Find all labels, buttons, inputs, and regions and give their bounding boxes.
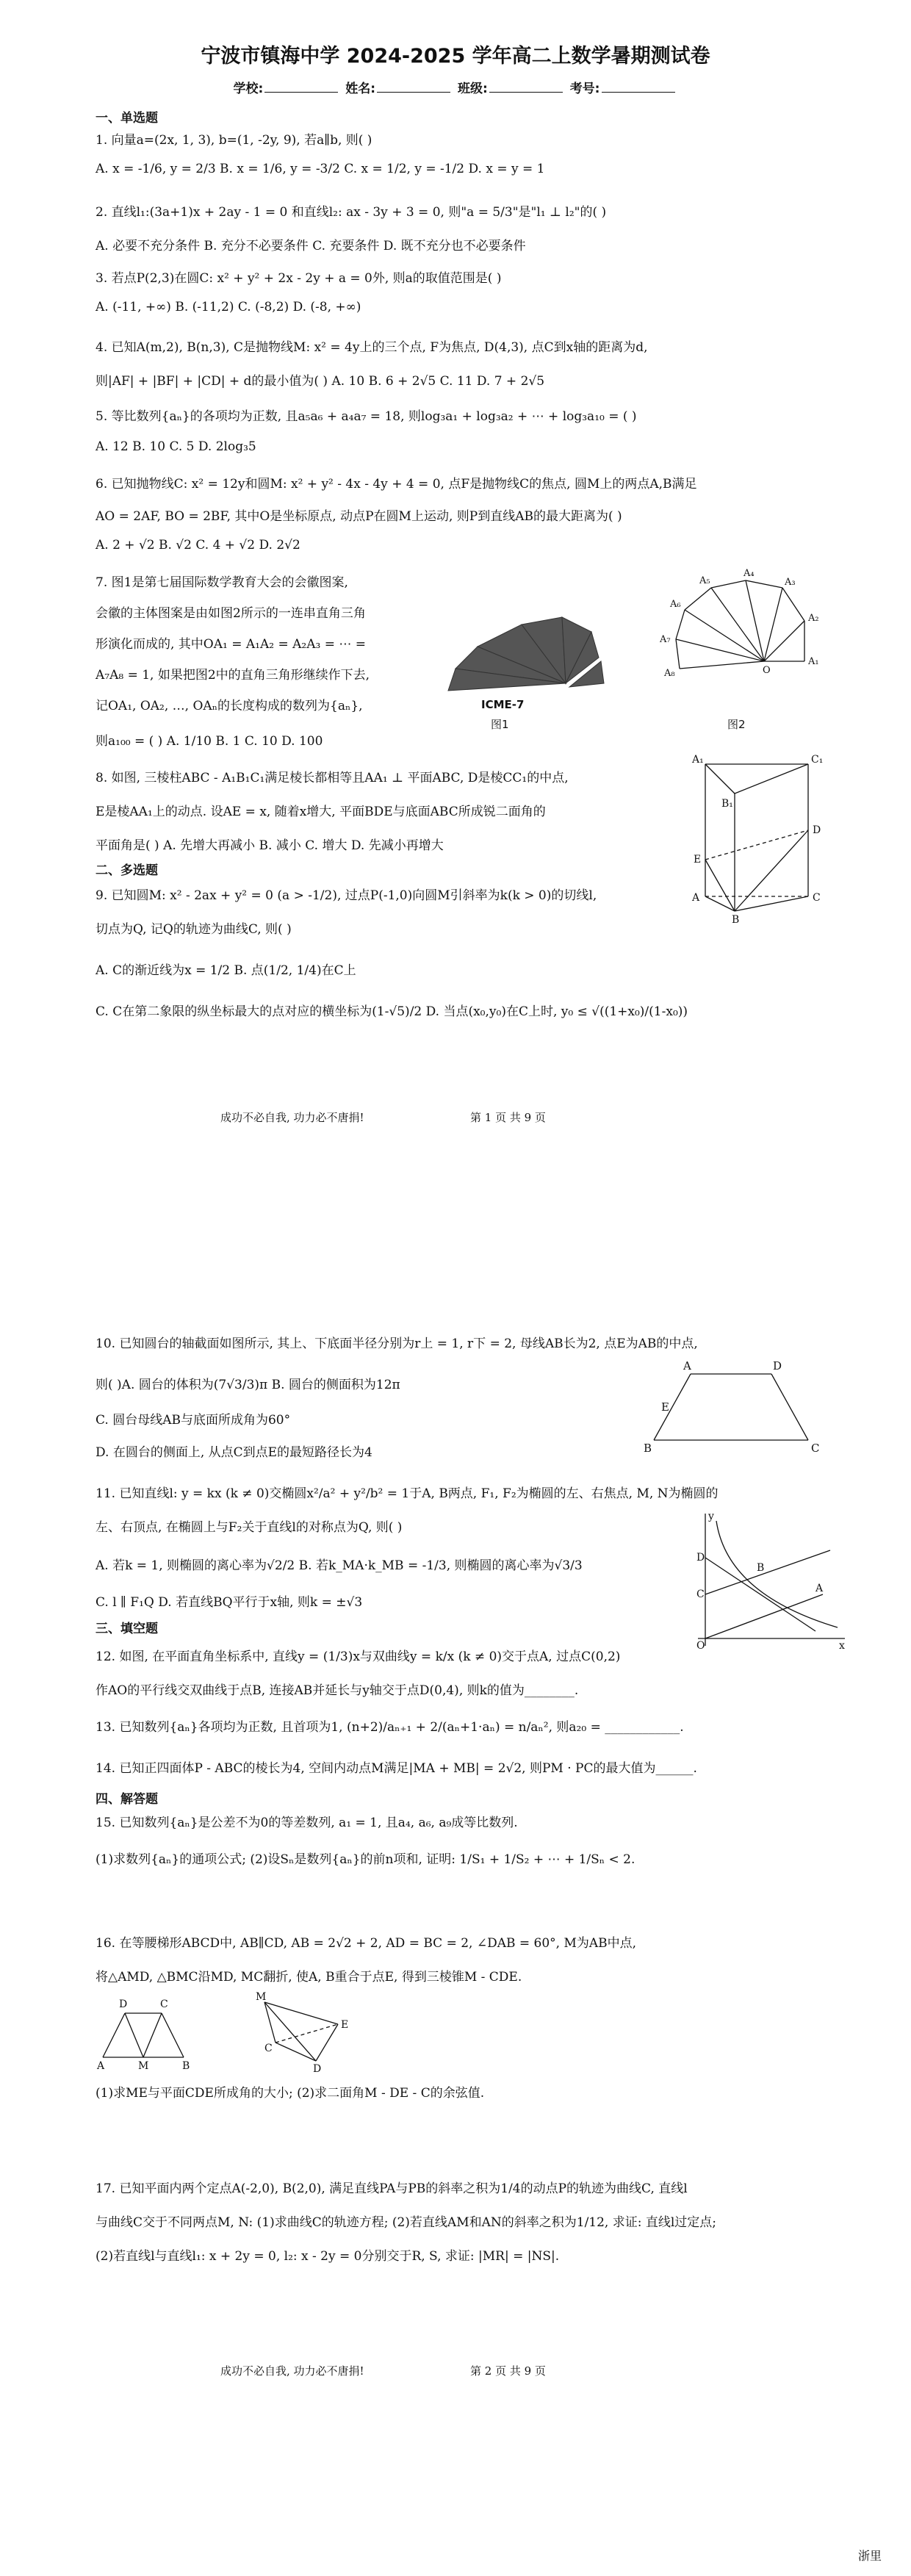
question-line: 5. 等比数列{aₙ}的各项均为正数, 且a₅a₆ + a₄a₇ = 18, 则log₃a₁ + log₃a₂ + ⋯ + log₃a₁₀ = ( ) — [96, 409, 637, 424]
svg-text:A: A — [683, 1359, 691, 1372]
question-line: C. l ∥ F₁Q D. 若直线BQ平行于x轴, 则k = ±√3 — [96, 1595, 363, 1610]
question-line: 16. 在等腰梯形ABCD中, AB∥CD, AB = 2√2 + 2, AD = BC = 2, ∠DAB = 60°, M为AB中点, — [96, 1936, 637, 1951]
question-line: 切点为Q, 记Q的轨迹为曲线C, 则( ) — [96, 922, 292, 937]
exam-page-2 — [0, 1293, 911, 2439]
svg-text:B: B — [732, 914, 740, 926]
svg-text:E: E — [694, 854, 702, 866]
question-line: E是棱AA₁上的动点. 设AE = x, 随着x增大, 平面BDE与底面ABC所成锐二面角的 — [96, 805, 546, 819]
question-line: 14. 已知正四面体P - ABC的棱长为4, 空间内动点M满足|MA + MB| = 2√2, 则PM · PC的最大值为______. — [96, 1761, 697, 1776]
question-line: A. 必要不充分条件 B. 充分不必要条件 C. 充要条件 D. 既不充分也不必要条件 — [96, 239, 526, 253]
svg-text:E: E — [341, 2019, 349, 2031]
svg-text:D: D — [119, 1998, 128, 2010]
footer-page-number: 第 1 页 共 9 页 — [470, 1111, 546, 1124]
svg-text:M: M — [138, 2060, 149, 2072]
prism-figure — [691, 749, 830, 926]
question-line: 7. 图1是第七届国际数学教育大会的会徽图案, — [96, 575, 348, 590]
question-line: A. (-11, +∞) B. (-11,2) C. (-8,2) D. (-8, +∞) — [96, 300, 361, 314]
question-line: 会徽的主体图案是由如图2所示的一连串直角三角 — [96, 606, 366, 621]
question-line: 2. 直线l₁:(3a+1)x + 2ay - 1 = 0 和直线l₂: ax - 3y + 3 = 0, 则"a = 5/3"是"l₁ ⊥ l₂"的( ) — [96, 205, 607, 220]
student-info-line — [0, 78, 911, 96]
exam-no-label: 考号: — [569, 82, 600, 96]
footer-motto: 成功不必自我, 功力必不唐捐! — [220, 2364, 364, 2378]
svg-text:B₁: B₁ — [721, 798, 733, 810]
section-multi-choice: 二、多选题 — [96, 863, 158, 878]
question-line: 12. 如图, 在平面直角坐标系中, 直线y = (1/3)x与双曲线y = k/x (k ≠ 0)交于点A, 过点C(0,2) — [96, 1649, 621, 1664]
question-line: (2)若直线l与直线l₁: x + 2y = 0, l₂: x - 2y = 0分别交于R, S, 求证: |MR| = |NS|. — [96, 2249, 560, 2264]
frustum-section-figure — [639, 1359, 838, 1455]
question-line: 15. 已知数列{aₙ}是公差不为0的等差数列, a₁ = 1, 且a₄, a₆, a₉成等比数列. — [96, 1816, 518, 1830]
trapezoid-tetrahedron-figure — [96, 1991, 389, 2075]
exam-no-blank[interactable] — [602, 82, 675, 93]
svg-text:x: x — [839, 1640, 845, 1652]
svg-text:C: C — [811, 1442, 820, 1455]
question-line: AO = 2AF, BO = 2BF, 其中O是坐标原点, 动点P在圆M上运动, 则P到直线AB的最大距离为( ) — [96, 509, 622, 524]
question-line: 平面角是( ) A. 先增大再减小 B. 减小 C. 增大 D. 先减小再增大 — [96, 838, 444, 853]
school-label: 学校: — [233, 82, 264, 96]
svg-text:M: M — [256, 1991, 267, 2003]
svg-text:B: B — [757, 1562, 765, 1574]
question-line: 3. 若点P(2,3)在圆C: x² + y² + 2x - 2y + a = 0外, 则a的取值范围是( ) — [96, 271, 502, 286]
svg-text:A₈: A₈ — [664, 668, 675, 679]
svg-text:O: O — [696, 1640, 705, 1652]
svg-text:A: A — [692, 892, 700, 904]
svg-text:y: y — [708, 1511, 714, 1522]
question-line: A. 12 B. 10 C. 5 D. 2log₃5 — [96, 439, 256, 454]
question-line: A. 若k = 1, 则椭圆的离心率为√2/2 B. 若k_MA·k_MB = -1/3, 则椭圆的离心率为√3/3 — [96, 1558, 583, 1573]
question-line: 9. 已知圆M: x² - 2ax + y² = 0 (a > -1/2), 过点P(-1,0)向圆M引斜率为k(k > 0)的切线l, — [96, 888, 597, 903]
svg-text:A: A — [815, 1583, 824, 1594]
class-blank[interactable] — [489, 82, 563, 93]
question-line: 将△AMD, △BMC沿MD, MC翻折, 使A, B重合于点E, 得到三棱锥M - CDE. — [96, 1970, 522, 1985]
question-line: 8. 如图, 三棱柱ABC - A₁B₁C₁满足棱长都相等且AA₁ ⊥ 平面ABC, D是棱CC₁的中点, — [96, 771, 569, 785]
question-line: 6. 已知抛物线C: x² = 12y和圆M: x² + y² - 4x - 4y + 4 = 0, 点F是抛物线C的焦点, 圆M上的两点A,B满足 — [96, 477, 697, 492]
svg-text:A₅: A₅ — [699, 575, 710, 586]
svg-text:A₁: A₁ — [692, 754, 704, 766]
svg-text:C: C — [264, 2043, 273, 2054]
svg-text:D: D — [773, 1359, 782, 1372]
svg-text:D: D — [313, 2063, 322, 2075]
question-line: A. x = -1/6, y = 2/3 B. x = 1/6, y = -3/2 C. x = 1/2, y = -1/2 D. x = y = 1 — [96, 162, 545, 176]
svg-text:C: C — [813, 892, 821, 904]
fig2-label: 图2 — [727, 718, 746, 731]
question-line: 则a₁₀₀ = ( ) A. 1/10 B. 1 C. 10 D. 100 — [96, 734, 323, 749]
section-fill-blank: 三、填空题 — [96, 1622, 158, 1636]
question-line: 记OA₁, OA₂, …, OAₙ的长度构成的数列为{aₙ}, — [96, 699, 363, 713]
svg-text:B: B — [644, 1442, 652, 1455]
question-line: C. 圆台母线AB与底面所成角为60° — [96, 1413, 291, 1428]
svg-text:E: E — [661, 1400, 669, 1414]
svg-text:C: C — [160, 1998, 168, 2010]
corner-watermark-text: 浙里 — [857, 2549, 882, 2563]
icme-logo-figure — [433, 588, 610, 698]
question-line: D. 在圆台的侧面上, 从点C到点E的最短路径长为4 — [96, 1445, 372, 1460]
question-line: 左、右顶点, 在椭圆上与F₂关于直线l的对称点为Q, 则( ) — [96, 1520, 403, 1535]
exam-title: 宁波市镇海中学 2024-2025 学年高二上数学暑期测试卷 — [201, 45, 710, 68]
icme-label: ICME-7 — [481, 698, 525, 711]
question-line: 17. 已知平面内两个定点A(-2,0), B(2,0), 满足直线PA与PB的斜率之积为1/4的动点P的轨迹为曲线C, 直线l — [96, 2181, 688, 2196]
question-line: 11. 已知直线l: y = kx (k ≠ 0)交椭圆x²/a² + y²/b² = 1于A, B两点, F₁, F₂为椭圆的左、右焦点, M, N为椭圆的 — [96, 1486, 719, 1501]
section-single-choice: 一、单选题 — [96, 111, 158, 126]
svg-text:A₄: A₄ — [743, 568, 755, 579]
question-line: A. 2 + √2 B. √2 C. 4 + √2 D. 2√2 — [96, 538, 300, 553]
question-line: 1. 向量a=(2x, 1, 3), b=(1, -2y, 9), 若a∥b, 则( ) — [96, 133, 372, 148]
question-line: 则( )A. 圆台的体积为(7√3/3)π B. 圆台的侧面积为12π — [96, 1378, 400, 1392]
hyperbola-figure — [683, 1506, 852, 1653]
svg-text:D: D — [813, 824, 821, 836]
question-line: 13. 已知数列{aₙ}各项均为正数, 且首项为1, (n+2)/aₙ₊₁ + 2/(aₙ+1·aₙ) = n/aₙ², 则a₂₀ = ____________. — [96, 1720, 684, 1735]
name-blank[interactable] — [377, 82, 450, 93]
footer-motto: 成功不必自我, 功力必不唐捐! — [220, 1111, 364, 1124]
svg-text:A₂: A₂ — [808, 613, 819, 624]
svg-text:O: O — [763, 665, 771, 676]
question-line: (1)求ME与平面CDE所成角的大小; (2)求二面角M - DE - C的余弦值. — [96, 2086, 485, 2101]
question-line: A. C的渐近线为x = 1/2 B. 点(1/2, 1/4)在C上 — [96, 963, 356, 978]
footer-page-number: 第 2 页 共 9 页 — [470, 2364, 546, 2378]
question-line: (1)求数列{aₙ}的通项公式; (2)设Sₙ是数列{aₙ}的前n项和, 证明: 1/S₁ + 1/S₂ + ⋯ + 1/Sₙ < 2. — [96, 1852, 635, 1867]
svg-text:C: C — [696, 1589, 705, 1600]
svg-text:A₇: A₇ — [660, 634, 671, 645]
question-line: 4. 已知A(m,2), B(n,3), C是抛物线M: x² = 4y上的三个点, F为焦点, D(4,3), 点C到x轴的距离为d, — [96, 340, 648, 355]
svg-text:C₁: C₁ — [811, 754, 824, 766]
question-line: 则|AF| + |BF| + |CD| + d的最小值为( ) A. 10 B. 6 + 2√5 C. 11 D. 7 + 2√5 — [96, 374, 545, 389]
question-line: 10. 已知圆台的轴截面如图所示, 其上、下底面半径分别为r上 = 1, r下 = 2, 母线AB长为2, 点E为AB的中点, — [96, 1336, 698, 1351]
question-line: 与曲线C交于不同两点M, N: (1)求曲线C的轨迹方程; (2)若直线AM和AN的斜率之积为1/12, 求证: 直线l过定点; — [96, 2215, 717, 2230]
section-answer: 四、解答题 — [96, 1792, 158, 1807]
svg-text:A₃: A₃ — [785, 577, 796, 588]
school-blank[interactable] — [264, 82, 338, 93]
svg-text:A₁: A₁ — [808, 656, 819, 667]
question-line: 形演化而成的, 其中OA₁ = A₁A₂ = A₂A₃ = ⋯ = — [96, 637, 367, 652]
question-line: 作AO的平行线交双曲线于点B, 连接AB并延长与y轴交于点D(0,4), 则k的值为________. — [96, 1683, 579, 1698]
question-line: A₇A₈ = 1, 如果把图2中的直角三角形继续作下去, — [96, 668, 370, 683]
name-label: 姓名: — [345, 82, 376, 96]
class-label: 班级: — [457, 82, 488, 96]
svg-text:D: D — [696, 1552, 705, 1564]
svg-text:A₆: A₆ — [670, 599, 681, 610]
question-line: C. C在第二象限的纵坐标最大的点对应的横坐标为(1-√5)/2 D. 当点(x₀,y₀)在C上时, y₀ ≤ √((1+x₀)/(1-x₀)) — [96, 1004, 688, 1019]
spiral-triangles-figure — [654, 566, 823, 698]
svg-text:A: A — [97, 2060, 105, 2072]
svg-text:B: B — [182, 2060, 190, 2072]
fig1-label: 图1 — [491, 718, 509, 731]
exam-page-1 — [0, 0, 911, 1146]
